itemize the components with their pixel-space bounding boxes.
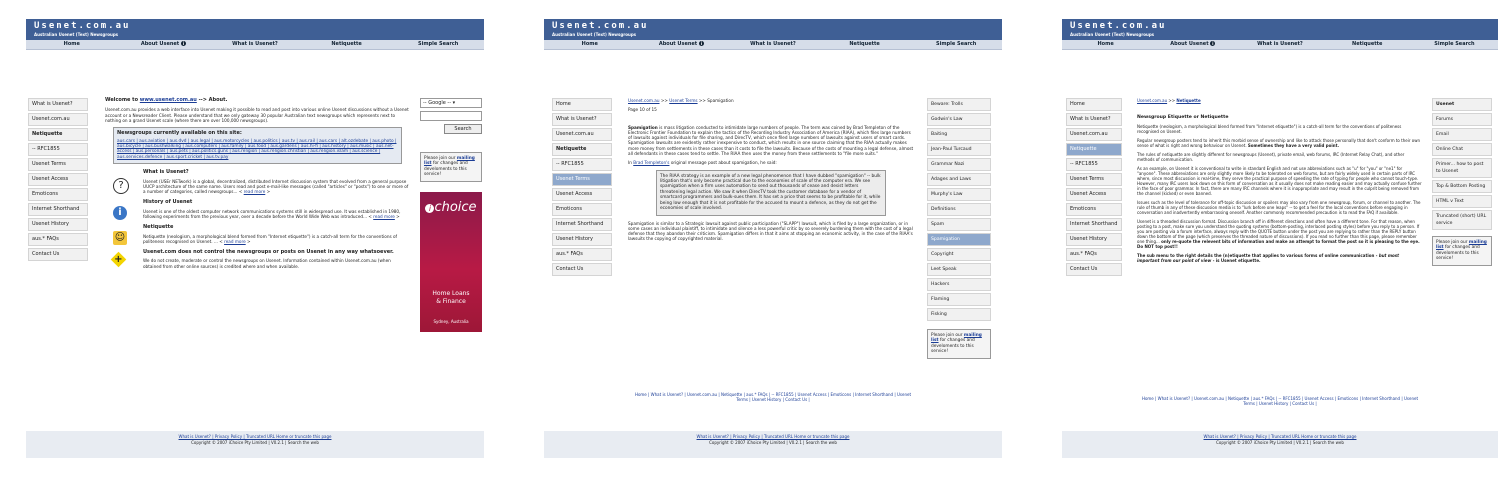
nav-simple-search[interactable]: Simple Search [1434, 41, 1475, 47]
section-history: i History of Usenet Usenet is one of the oldest computer network communications systems still in widespread use. It was established in 1980, following experiments from the previous year, over a decade before the World Wide Web was introduced... < read more > [105, 200, 410, 219]
menu-item-hackers[interactable]: Hackers [927, 278, 991, 291]
site-tagline: Australian Usenet (Text) Newsgroups [34, 32, 119, 37]
para-6-text: Usenet is a threaded discussion format. Discussion branch off in different directions and often have a different tone. For that reason, when posting to a post, make sure you understand the quoting systems (bottom-posting, interlaced posting styles) before you reply to a person. If you are posting via a forum interface, always reply with the QUOTE button under the post you are replying to rather than the REPLY button down the bottom of the page (which preserves the threaded nature of discussions). If you read no further than this page, please remember one thing... [1137, 219, 1420, 244]
site-brand[interactable]: Usenet.com.au [1070, 21, 1167, 31]
sidebar-item-contact-us[interactable]: Contact Us [1066, 263, 1122, 276]
menu-item-leet-speak[interactable]: Leet Speak [927, 263, 991, 276]
left-menu [552, 98, 612, 278]
newsgroups-box [113, 127, 402, 164]
menu-item-grammar-nazi[interactable]: Grammar Nazi [927, 158, 991, 171]
term-spamigation: Spamigation [628, 124, 658, 130]
left-menu [28, 98, 88, 263]
sidebar-item-netiquette[interactable]: Netiquette [28, 128, 88, 141]
para-3: The rules of netiquette are slightly different for newsgroups (Usenet), private email, web forums, IRC (Internet Relay Chat), and other methods of communication. [1137, 152, 1405, 162]
site-banner [544, 19, 1002, 40]
site-tagline: Australian Usenet (Text) Newsgroups [1070, 32, 1155, 37]
para-6-bold: only re-quote the relevent bits of information and make an attempt to format the post so it is pleasing to the eye. Do NOT top post!! [1137, 239, 1420, 249]
ad-brand-text: choice [434, 199, 477, 215]
right-menu [927, 98, 991, 359]
page-title: Newsgroup Etiquette or Netiquette [1137, 115, 1229, 120]
menu-item-godwins-law[interactable]: Godwin's Law [927, 113, 991, 126]
ad-logo-icon: i [425, 204, 434, 213]
join-prefix: Please join our [931, 333, 963, 338]
sidebar-item-rfc1855[interactable]: -- RFC1855 [552, 158, 612, 171]
sidebar-item-what-is-usenet[interactable]: What is Usenet? [552, 113, 612, 126]
welcome-link[interactable]: www.usenet.com.au [139, 97, 197, 103]
para-5: Issues such as the level of tolerance for off-topic discussion or spoilers may also vary from one newsgroup, forum, or channel to another. The rule of thumb in any of these discussion media is to "lurk before one leaps" -- to get a feel for the local conventions before engaging in conversation and inadvertently embarrassing oneself. Another commonly recommended precaution is to read the FAQ if available. [1137, 200, 1421, 215]
sidebar-item-internet-shorthand[interactable]: Internet Shorthand [552, 218, 612, 231]
nav-about[interactable] [636, 40, 728, 49]
page-info: Page 10 of 15 [628, 107, 657, 113]
breadcrumb-current: Spamigation [707, 98, 734, 103]
ad-line-3: Sydney, Australia [433, 318, 469, 324]
ad-line-2: & Finance [436, 297, 466, 305]
right-column [420, 98, 482, 332]
google-select[interactable] [420, 98, 482, 108]
menu-item-email[interactable]: Email [1432, 128, 1492, 141]
section-disclaimer [105, 250, 410, 269]
screenshot-panel-spamigation [544, 19, 1002, 459]
menu-item-html-v-text[interactable]: HTML v Text [1432, 195, 1492, 208]
sidebar-item-usenet-com-au[interactable]: Usenet.com.au [28, 113, 88, 126]
join-suffix: for changes and develoments to this service! [424, 161, 468, 178]
para-1: Netiquette (neologism, a morphological blend formed from "Internet etiquette") is a catch-all term for the conventions of politeness recognised on Usenet. [1137, 124, 1402, 134]
nav-what-is-usenet[interactable]: What is Usenet? [232, 41, 278, 47]
menu-item-online-chat[interactable]: Online Chat [1432, 143, 1492, 156]
menu-item-top-bottom-posting[interactable]: Top & Bottom Posting [1432, 180, 1492, 193]
right-menu [1432, 98, 1492, 266]
menu-item-adages[interactable]: Adages and Laws [927, 173, 991, 186]
site-footer [26, 431, 484, 458]
mailing-list-box [420, 152, 482, 182]
section-netiquette: ☺ Netiquette Netiquette (neologism, a morphological blend formed from "Internet etiquette") is a catch-all term for the conventions of politeness recognised on Usenet. ... < read more > [105, 225, 410, 244]
site-banner [1062, 19, 1498, 40]
sidebar-item-emoticons[interactable]: Emoticons [1066, 203, 1122, 216]
footer-links[interactable]: What is Usenet? | Privacy Policy | Truncated URL Home or truncate this page [178, 434, 332, 439]
ad-line-1: Home Loans [432, 289, 470, 297]
bottom-links-line-2[interactable]: Terms | Usenet History | Contact Us | [736, 397, 810, 402]
sidebar-item-netiquette[interactable]: Netiquette [1066, 143, 1122, 156]
nav-home[interactable]: Home [63, 41, 80, 47]
join-suffix: for changes and develoments to this service! [1436, 245, 1480, 262]
sidebar-item-netiquette[interactable]: Netiquette [552, 143, 612, 156]
sidebar-item-internet-shorthand[interactable]: Internet Shorthand [1066, 218, 1122, 231]
sidebar-item-internet-shorthand[interactable]: Internet Shorthand [28, 203, 88, 216]
para-2 [628, 160, 914, 165]
read-more-link[interactable]: read more [243, 189, 266, 195]
advert-banner[interactable] [420, 192, 482, 332]
info-icon: i [113, 206, 127, 220]
sidebar-item-rfc1855[interactable]: -- RFC1855 [28, 143, 88, 156]
bottom-nav-links [1062, 396, 1498, 406]
search-input[interactable] [420, 111, 482, 121]
section-text: Netiquette (neologism, a morphological blend formed from "Internet etiquette") is a catch-all term for the conventions of politeness recognised on Usenet. ... < [143, 233, 398, 244]
menu-item-murphys-law[interactable]: Murphy's Law [927, 188, 991, 201]
article-content [1137, 98, 1422, 267]
menu-item-flaming[interactable]: Flaming [927, 293, 991, 306]
sidebar-item-home[interactable]: Home [1066, 98, 1122, 111]
sidebar-item-what-is-usenet[interactable]: What is Usenet? [1066, 113, 1122, 126]
nav-home[interactable]: Home [1097, 41, 1114, 47]
nav-what-is-usenet[interactable]: What is Usenet? [1257, 41, 1303, 47]
menu-item-fisking[interactable]: Fisking [927, 308, 991, 321]
mailing-list-box [1432, 236, 1492, 266]
sidebar-item-aus-faqs[interactable]: aus.* FAQs [1066, 248, 1122, 261]
sidebar-item-usenet-history[interactable]: Usenet History [1066, 233, 1122, 246]
section-title: History of Usenet [143, 199, 193, 206]
para-6 [1137, 219, 1422, 249]
sidebar-item-home[interactable]: Home [552, 98, 612, 111]
para-7-bold: The sub menu to the right details the (n)etiquette that applies to various forms of online communication - [1137, 253, 1378, 258]
breadcrumb-usenet-terms[interactable]: Usenet Terms [669, 98, 698, 103]
site-brand[interactable]: Usenet.com.au [34, 21, 131, 31]
search-button[interactable] [444, 124, 482, 134]
menu-item-spam[interactable]: Spam [927, 218, 991, 231]
section-title: Usenet.com does not control the newsgroups or posts on Usenet in any way whatsoever. [143, 249, 394, 256]
breadcrumb-current[interactable]: Netiquette [1176, 98, 1201, 103]
section-text: Usenet (USEr NETwork) is a global, decentralized, distributed Internet discussion system that evolved from a general purpose UUCP architecture of the same name. Users read and post e-mail-like messages (called "articles" or "posts") to one or more of a number of categories, called newsgroups... < [143, 178, 409, 195]
site-footer [544, 431, 1002, 458]
top-nav [26, 40, 484, 50]
quote-box: The RIAA strategy is an example of a new legal phenomenon that I have dubbed "spamigation" -- bulk litigation that's only become practical due to the economies of scale of the computer era. We see spamigation when a firm uses automation to send out thousands of cease and desist letters threatening legal action. We saw it when DirecTV took the customer database for a vendor of smartcard programmers and bulk-sues them. It has set a price that seems to be profitable for it, while being low enough that it is not profitable for the accused to mount a defence, as they do not get the economies of scale involved. [656, 170, 886, 216]
newsgroups-title: Newsgroups currently available on this site: [117, 130, 242, 137]
about-content [105, 98, 410, 269]
footer-links[interactable]: What is Usenet? | Privacy Policy | Truncated URL Home or truncate this page [696, 434, 850, 439]
menu-item-definitions[interactable]: Definitions [927, 203, 991, 216]
menu-item-usenet[interactable]: Usenet [1432, 98, 1492, 111]
join-prefix: Please join our [424, 156, 456, 161]
google-select-label: -- Google -- [423, 100, 452, 106]
nav-netiquette[interactable]: Netiquette [849, 41, 880, 47]
mailing-list-link[interactable]: mailing list [931, 333, 982, 344]
chevron-down-icon: ▾ [452, 100, 456, 106]
bottom-nav-links [544, 392, 1002, 402]
para-7-italic: but most important from our point of view [1137, 253, 1400, 263]
intro-text: Usenet.com.au provides a web interface into Usenet making it possible to read and post into various online Usenet discussions without a Usenet account or a Newsreader Client. Please understand that we only gateway 30 popular Australian text newsgroups which represents next to nothing on a grand Usenet scale (where there are over 100,000 newsgroups). [105, 107, 409, 123]
footer-copyright: Copyright © 2007 iChoice Pty Limited | V0.2.1 | Search the web [709, 440, 837, 445]
bottom-links-line-1[interactable]: Home | What is Usenet? | Usenet.com.au | Netiquette | aus.* FAQs | -- RFC1855 | Usenet Access | Emoticons | Internet Shorthand | Usenet [634, 392, 912, 397]
sidebar-item-aus-faqs[interactable]: aus.* FAQs [552, 248, 612, 261]
para-7 [1137, 253, 1422, 263]
nav-about-label: About Usenet [1170, 41, 1209, 47]
sidebar-item-usenet-access[interactable]: Usenet Access [552, 188, 612, 201]
welcome-suffix: --> About. [198, 97, 228, 103]
site-tagline: Australian Usenet (Text) Newsgroups [552, 32, 637, 37]
para-2-prefix: In [628, 160, 632, 166]
footer-copyright: Copyright © 2007 iChoice Pty Limited | V0.2.1 | Search the web [1216, 440, 1344, 445]
top-nav [544, 40, 1002, 50]
para-4: As an example, on Usenet it is conventional to write in standard English and not use abbreviations such as "u" for "you" or "ne1" for "anyone". These abbreviations are only slightly more likely to be tolerated on web forums, but are fairly widely used in certain parts of IRC where, since most discussion is real-time, they serve the practical purpose of speeding the rate of typing for people who cannot touch-type. However, many IRC users look down on this form of conversation as it usually does not make reading easier and may actually confuse further in the face of poor grammar. In fact, there are many IRC channels where it is inappropriate and may result in the culprit being removed from the channel (kicked) or even banned. [1137, 166, 1422, 196]
bottom-links-line-2[interactable]: Terms | Usenet History | Contact Us | [1243, 401, 1317, 406]
read-more-link[interactable]: read more [373, 214, 395, 219]
menu-item-truncated-url[interactable]: Truncated (short) URL service [1432, 210, 1492, 230]
search-button-label: Search [454, 126, 472, 132]
mailing-list-link[interactable]: mailing list [1436, 240, 1487, 251]
brad-templeton-link[interactable]: Brad Templeton's [633, 160, 670, 166]
section-text: We do not create, moderate or control the newsgroups on Usenet. Information contained within Usenet.com.au (when obtained from other online sources) is credited where and when available. [143, 258, 391, 269]
para-3: Spamigation is similar to a Strategic lawsuit against public participation ("SLAPP") lawsuit, which is filed by a large organization, or in some cases an individual plaintiff, to intimidate and silence a less powerful critic by so severely burdening them with the cost of a legal defense that they abandon their criticism. Spamigation differs in that it aims at stopping an economic activity, in the case of the RIAA's lawsuits the copying of copyrighted material. [628, 220, 913, 242]
sidebar-item-usenet-history[interactable]: Usenet History [552, 233, 612, 246]
mailing-list-link[interactable]: mailing list [424, 156, 475, 167]
sidebar-item-emoticons[interactable]: Emoticons [28, 188, 88, 201]
sidebar-item-usenet-com-au[interactable]: Usenet.com.au [552, 128, 612, 141]
screenshot-panel-about [26, 19, 484, 459]
para-1-text: is mass litigation conducted to intimidate large numbers of people. The term was coined by Brad Templeton of the Electronic Frontier Foundation to explain the tactics of the Recording Industry Association of America (RIAA), which files large numbers of lawsuits against individuals for file sharing, and DirecTV, which once filed large numbers of lawsuits against users of smart cards. Spamigation lawsuits are evidently rather inexpensive to conduct, which results in one source claiming that the RIAA actually makes more money from settlements in these cases than it costs to file the lawsuits. Because of the costs of mounting a legal defense, almost all defendants in these cases tend to settle. The RIAA then uses the money from these settlements to "file more suits." [628, 124, 914, 157]
menu-item-forums[interactable]: Forums [1432, 113, 1492, 126]
sidebar-item-rfc1855[interactable]: -- RFC1855 [1066, 158, 1122, 171]
breadcrumb-home[interactable]: Usenet.com.au [628, 98, 660, 103]
newsgroups-list[interactable]: aus.cars | aus.aviation | aus.dvd | aus.legal | aus.motorcycles | aus.politics | aus.tv | aus.rail | aus.cars | alt.ozdebate | aus.photo | aus.bicycle | aus.bushwalking | aus.computers | aus.family | aus.food | aus.gardens | aus.hi-fi | aus.history | aus.music | aus.net-access | aus.personals | aus.pets | aus.politics.guns | aus.religion | aus.religion.christian | aus.religion.islam | aus.science | aus.services.defence | aus.sport.cricket | aus.tv.pay [117, 138, 397, 160]
section-title: Netiquette [143, 224, 174, 231]
breadcrumb-home[interactable]: Usenet.com.au [1137, 98, 1168, 103]
article-content [628, 98, 914, 246]
sidebar-item-usenet-terms[interactable]: Usenet Terms [552, 173, 612, 186]
screenshot-panel-netiquette [1062, 19, 1498, 459]
sidebar-item-usenet-access[interactable]: Usenet Access [28, 173, 88, 186]
top-nav [1062, 40, 1498, 50]
sidebar-item-what-is-usenet[interactable]: What is Usenet? [28, 98, 88, 111]
para-7-end: - is Usenet etiquette. [1212, 258, 1261, 263]
nav-what-is-usenet[interactable]: What is Usenet? [750, 41, 796, 47]
sidebar-item-contact-us[interactable]: Contact Us [28, 248, 88, 261]
info-icon: i [182, 41, 185, 46]
nav-about-label: About Usenet [140, 41, 180, 47]
info-icon: i [1212, 41, 1214, 46]
nav-home[interactable]: Home [581, 41, 598, 47]
nav-netiquette[interactable]: Netiquette [331, 41, 362, 47]
breadcrumb: Usenet.com.au >> Usenet Terms >> Spamigation [628, 98, 734, 103]
welcome-prefix: Welcome to [105, 97, 139, 103]
para-2-bold: Sometimes they have a very valid point. [1247, 143, 1340, 148]
site-banner [26, 19, 484, 40]
smiley-icon: ☺ [114, 232, 126, 244]
nav-about-label: About Usenet [658, 41, 698, 47]
bottom-links-line-1[interactable]: Home | What is Usenet? | Usenet.com.au | Netiquette | aus.* FAQs | -- RFC1855 | Usenet Access | Emoticons | Internet Shorthand | Usenet [1141, 396, 1419, 401]
join-suffix: for changes and develoments to this service! [931, 338, 975, 355]
footer-links[interactable]: What is Usenet? | Privacy Policy | Truncated URL Home or truncate this page [1203, 434, 1357, 439]
warning-cross-icon: + [111, 252, 127, 268]
menu-item-baiting[interactable]: Baiting [927, 128, 991, 141]
menu-item-trolls[interactable]: Beware: Trolls [927, 98, 991, 111]
question-icon: ? [113, 178, 129, 194]
nav-simple-search[interactable]: Simple Search [936, 41, 977, 47]
read-more-link[interactable]: read more [224, 238, 246, 244]
para-2-text: Regular newsgroup posters tend to inherit this morbid sense of ownership and like to attack those personally that don't conform to their own sense of what is right and wrong behaviour on Usenet. [1137, 138, 1420, 148]
site-footer [1062, 431, 1498, 458]
sidebar-item-usenet-access[interactable]: Usenet Access [1066, 188, 1122, 201]
nav-simple-search[interactable]: Simple Search [418, 41, 459, 47]
mailing-list-box [927, 329, 991, 359]
sidebar-item-usenet-history[interactable]: Usenet History [28, 218, 88, 231]
sidebar-item-aus-faqs[interactable]: aus.* FAQs [28, 233, 88, 246]
para-2 [1137, 138, 1422, 148]
info-icon: i [700, 41, 703, 46]
join-prefix: Please join our [1436, 240, 1468, 245]
sidebar-item-contact-us[interactable]: Contact Us [552, 263, 612, 276]
ad-brand [420, 192, 482, 215]
sidebar-item-usenet-terms[interactable]: Usenet Terms [1066, 173, 1122, 186]
section-text: Usenet is one of the oldest computer network communications systems still in widespread use. It was established in 1980, following experiments from the previous year, over a decade before the World Wide Web was introduced... < [143, 208, 401, 219]
menu-item-copyright[interactable]: Copyright [927, 248, 991, 261]
nav-about[interactable] [1149, 40, 1236, 49]
sidebar-item-usenet-terms[interactable]: Usenet Terms [28, 158, 88, 171]
left-menu [1066, 98, 1122, 278]
breadcrumb: Usenet.com.au >> Netiquette [1137, 98, 1201, 103]
sidebar-item-usenet-com-au[interactable]: Usenet.com.au [1066, 128, 1122, 141]
menu-item-turcaud[interactable]: Jean-Paul Turcaud [927, 143, 991, 156]
menu-item-primer[interactable]: Primer... how to post to Usenet [1432, 158, 1492, 178]
section-title: What is Usenet? [143, 169, 189, 176]
para-2-suffix: original message post about spamigation, he said: [670, 160, 777, 166]
para-1 [628, 125, 914, 157]
nav-netiquette[interactable]: Netiquette [1352, 41, 1383, 47]
footer-copyright: Copyright © 2007 iChoice Pty Limited | V0.2.1 | Search the web [191, 440, 319, 445]
site-brand[interactable]: Usenet.com.au [552, 21, 649, 31]
section-what-is-usenet: ? What is Usenet? Usenet (USEr NETwork) is a global, decentralized, distributed Internet discussion system that evolved from a general purpose UUCP architecture of the same name. Users read and post e-mail-like messages (called "articles" or "posts") to one or more of a number of categories, called newsgroups... < read more > [105, 170, 410, 194]
menu-item-spamigation[interactable]: Spamigation [927, 233, 991, 246]
sidebar-item-emoticons[interactable]: Emoticons [552, 203, 612, 216]
nav-about[interactable] [118, 40, 210, 49]
